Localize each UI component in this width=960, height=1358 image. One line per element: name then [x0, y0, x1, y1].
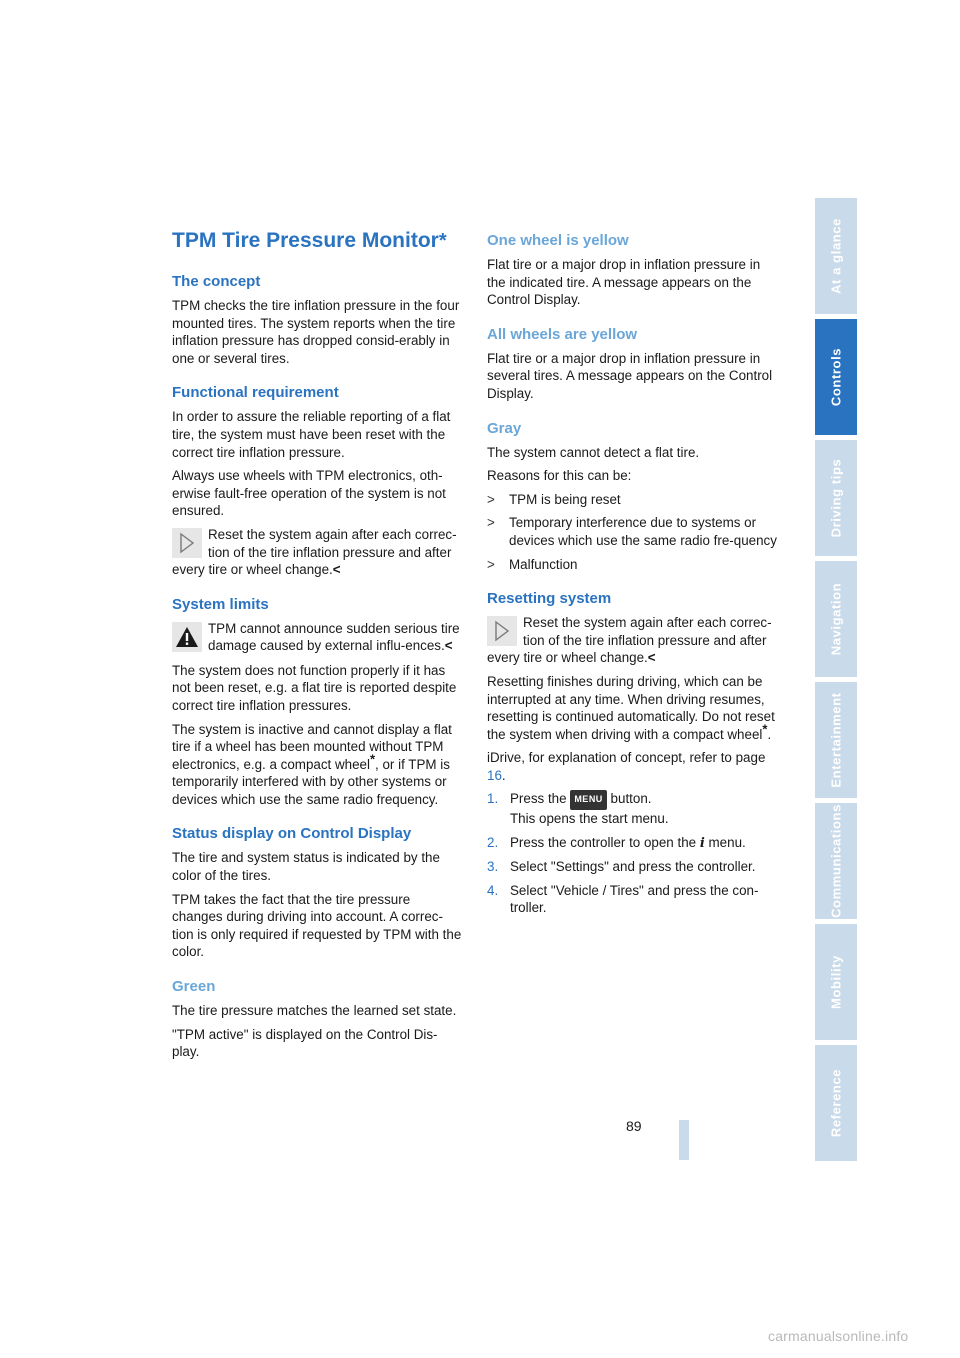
one-yellow-text: Flat tire or a major drop in inflation pressure in the indicated tire. A message appears on the Control Display. [487, 257, 761, 308]
step-item: 4. Select "Vehicle / Tires" and press the con-troller. [487, 882, 759, 916]
list-item: > TPM is being reset [487, 491, 621, 507]
step-item: 3. Select "Settings" and press the controller. [487, 859, 756, 875]
limits-heading: System limits [172, 595, 269, 613]
concept-heading: The concept [172, 273, 261, 290]
note-arrow-icon [487, 616, 517, 646]
tab-communications[interactable]: Communications [815, 803, 857, 919]
resetting-note: Reset the system again after each correc-tion of the tire inflation pressure and after every tire or wheel change.< [487, 615, 772, 666]
tab-entertainment[interactable]: Entertainment [815, 682, 857, 798]
watermark: carmanualsonline.info [768, 1328, 909, 1344]
status-p2: TPM takes the fact that the tire pressure changes during driving into account. A correc-tion is only required if requested by TPM with the color. [172, 891, 462, 960]
one-yellow-heading: One wheel is yellow [487, 232, 629, 249]
tab-controls[interactable]: Controls [815, 319, 857, 435]
functional-p1: In order to assure the reliable reporting of a flat tire, the system must have been reset with the correct tire inflation pressure. [172, 409, 451, 460]
chapter-tabs [815, 198, 857, 1166]
tab-navigation[interactable]: Navigation [815, 561, 857, 677]
tab-reference[interactable]: Reference [815, 1045, 857, 1161]
right-column [487, 228, 779, 923]
page-marker-bar [679, 1120, 689, 1160]
info-icon: i [699, 835, 705, 851]
step-item: 2. Press the controller to open the i menu. [487, 834, 746, 851]
status-heading: Status display on Control Display [172, 825, 412, 843]
gray-p2: Reasons for this can be: [487, 468, 632, 484]
note-arrow-icon [172, 528, 202, 558]
green-heading: Green [172, 978, 216, 996]
concept-text: TPM checks the tire inflation pressure in the four mounted tires. The system reports when the tire inflation pressure has dropped consid-erably in one or several tires. [172, 298, 460, 366]
gray-reasons-list [487, 491, 779, 573]
gray-p1: The system cannot detect a flat tire. [487, 444, 700, 460]
green-p2: "TPM active" is displayed on the Control Dis-play. [172, 1026, 438, 1060]
limits-p1: The system does not function properly if it has not been reset, e.g. a flat tire is reported despite correct tire inflation pressures. [172, 662, 457, 713]
limits-warning: TPM cannot announce sudden serious tire damage caused by external influ-ences.< [172, 620, 464, 656]
list-item: > Malfunction [487, 556, 578, 572]
status-p1: The tire and system status is indicated by the color of the tires. [172, 850, 440, 884]
all-yellow-text: Flat tire or a major drop in inflation pressure in several tires. A message appears on the Control Display. [487, 350, 773, 401]
tab-at-a-glance[interactable]: At a glance [815, 198, 857, 314]
resetting-heading: Resetting system [487, 590, 612, 608]
resetting-p1: Resetting finishes during driving, which can be interrupted at any time. When driving resumes, resetting is continued automatically. Do not reset the system when driving with a compact wheel*. [487, 673, 775, 742]
tab-mobility[interactable]: Mobility [815, 924, 857, 1040]
warning-icon [172, 622, 202, 652]
all-yellow-heading: All wheels are yellow [487, 325, 638, 343]
functional-note: Reset the system again after each correc-tion of the tire inflation pressure and after every tire or wheel change.< [172, 526, 457, 578]
resetting-steps [487, 790, 779, 917]
step-item: 1. Press the MENU button. This opens the start menu. [487, 791, 669, 827]
limits-p2: The system is inactive and cannot display a flat tire if a wheel has been mounted without TPM electronics, e.g. a compact wheel*, or if TPM is temporarily interfered with by other systems or devices which use the same radio frequency. [172, 721, 452, 807]
functional-p2: Always use wheels with TPM electronics, oth-erwise fault-free operation of the system is not ensured. [172, 468, 446, 519]
tab-driving-tips[interactable]: Driving tips [815, 440, 857, 556]
green-p1: The tire pressure matches the learned set state. [172, 1003, 457, 1019]
left-column [172, 228, 464, 1067]
resetting-p2: iDrive, for explanation of concept, refer to page 16. [487, 750, 766, 783]
functional-heading: Functional requirement [172, 384, 339, 402]
page-number: 89 [626, 1118, 642, 1134]
gray-heading: Gray [487, 419, 522, 437]
page-title: TPM Tire Pressure Monitor* [172, 229, 447, 252]
list-item: > Temporary interference due to systems or devices which use the same radio fre-quency [487, 515, 777, 548]
menu-button-icon: MENU [570, 790, 607, 810]
page-link[interactable]: 16 [487, 767, 502, 783]
